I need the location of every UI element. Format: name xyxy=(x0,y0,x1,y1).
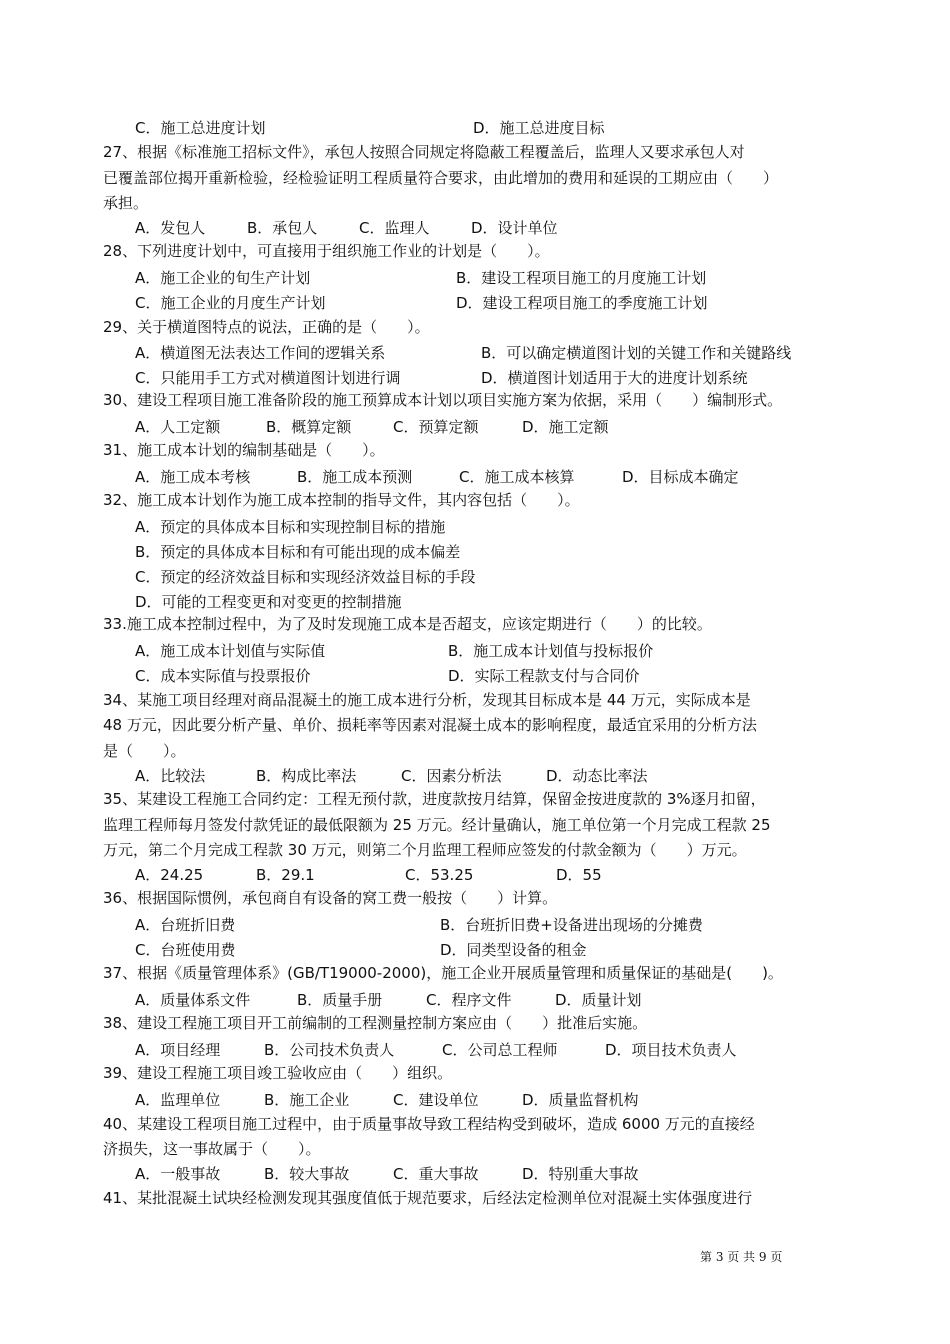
question-text-line: 37、根据《质量管理体系》(GB/T19000-2000)，施工企业开展质量管理和质量保证的基础是( )。 xyxy=(103,964,783,982)
answer-option: C．重大事故 xyxy=(393,1165,479,1183)
question-text-line: 34、某施工项目经理对商品混凝土的施工成本进行分析，发现其目标成本是 44 万元，实际成本是 xyxy=(103,691,751,709)
answer-option: D．实际工程款支付与合同价 xyxy=(448,667,640,685)
answer-option: A．项目经理 xyxy=(135,1041,221,1059)
question-text-line: 48 万元，因此要分析产量、单价、损耗率等因素对混凝土成本的影响程度，最适宜采用的分析方法 xyxy=(103,716,757,734)
answer-option: B．可以确定横道图计划的关键工作和关键路线 xyxy=(481,344,792,362)
question-text-line: 济损失，这一事故属于（ ）。 xyxy=(103,1140,321,1158)
question-text-line: 32、施工成本计划作为施工成本控制的指导文件，其内容包括（ ）。 xyxy=(103,491,580,509)
question-text-line: 36、根据国际惯例，承包商自有设备的窝工费一般按（ ）计算。 xyxy=(103,889,558,907)
answer-option: D．项目技术负责人 xyxy=(605,1041,737,1059)
answer-option: D．施工定额 xyxy=(522,418,609,436)
answer-option: D．同类型设备的租金 xyxy=(440,941,587,959)
question-text-line: 监理工程师每月签发付款凭证的最低限额为 25 万元。经计量确认，施工单位第一个月完成工程款 25 xyxy=(103,816,771,834)
answer-option: A．质量体系文件 xyxy=(135,991,251,1009)
question-text-line: 31、施工成本计划的编制基础是（ ）。 xyxy=(103,441,385,459)
answer-option: B．施工成本预测 xyxy=(297,468,413,486)
question-text-line: 40、某建设工程项目施工过程中，由于质量事故导致工程结构受到破坏，造成 6000 万元的直接经 xyxy=(103,1115,755,1133)
answer-option: D．质量监督机构 xyxy=(522,1091,639,1109)
question-text-line: 29、关于横道图特点的说法，正确的是（ ）。 xyxy=(103,318,430,336)
answer-option: C．成本实际值与投票报价 xyxy=(135,667,311,685)
answer-option: C．公司总工程师 xyxy=(442,1041,558,1059)
answer-option: A．施工成本考核 xyxy=(135,468,251,486)
answer-option: B．29.1 xyxy=(256,866,315,884)
page-number-footer: 第 3 页 共 9 页 xyxy=(700,1250,783,1264)
answer-option: C．因素分析法 xyxy=(401,767,502,785)
answer-option: C．施工企业的月度生产计划 xyxy=(135,294,326,312)
question-text-line: 承担。 xyxy=(103,194,149,212)
answer-option: D．55 xyxy=(556,866,602,884)
answer-option: A．横道图无法表达工作间的逻辑关系 xyxy=(135,344,386,362)
answer-option: D．可能的工程变更和对变更的控制措施 xyxy=(135,593,402,611)
answer-option: C．程序文件 xyxy=(426,991,512,1009)
answer-option: B．构成比率法 xyxy=(256,767,357,785)
question-text-line: 35、某建设工程施工合同约定：工程无预付款，进度款按月结算，保留金按进度款的 3%逐月扣留， xyxy=(103,790,766,808)
answer-option: C．施工成本核算 xyxy=(459,468,575,486)
answer-option: A．施工成本计划值与实际值 xyxy=(135,642,326,660)
answer-option: A．监理单位 xyxy=(135,1091,221,1109)
question-text-line: 27、根据《标准施工招标文件》，承包人按照合同规定将隐蔽工程覆盖后，监理人又要求承包人对 xyxy=(103,143,745,161)
answer-option: A．24.25 xyxy=(135,866,204,884)
answer-option: B．施工企业 xyxy=(264,1091,350,1109)
answer-option: D．动态比率法 xyxy=(546,767,648,785)
answer-option: C．只能用手工方式对横道图计划进行调 xyxy=(135,369,401,387)
answer-option: B．台班折旧费+设备进出现场的分摊费 xyxy=(440,916,703,934)
question-text-line: 33.施工成本控制过程中，为了及时发现施工成本是否超支，应该定期进行（ ）的比较。 xyxy=(103,615,712,633)
answer-option: A．一般事故 xyxy=(135,1165,221,1183)
answer-option: B．概算定额 xyxy=(266,418,352,436)
question-text-line: 38、建设工程施工项目开工前编制的工程测量控制方案应由（ ）批准后实施。 xyxy=(103,1014,648,1032)
answer-option: B．预定的具体成本目标和有可能出现的成本偏差 xyxy=(135,543,461,561)
answer-option: B．公司技术负责人 xyxy=(264,1041,395,1059)
question-text-line: 万元，第二个月完成工程款 30 万元，则第二个月监理工程师应签发的付款金额为（ ）万元。 xyxy=(103,841,747,859)
answer-option: C．53.25 xyxy=(405,866,474,884)
answer-option: C．监理人 xyxy=(359,219,430,237)
answer-option: C．预算定额 xyxy=(393,418,479,436)
question-text-line: 已覆盖部位揭开重新检验，经检验证明工程质量符合要求，由此增加的费用和延误的工期应由（ ） xyxy=(103,169,779,187)
answer-option: A．发包人 xyxy=(135,219,206,237)
answer-option: A．施工企业的旬生产计划 xyxy=(135,269,311,287)
answer-option: A．比较法 xyxy=(135,767,206,785)
answer-option: B．施工成本计划值与投标报价 xyxy=(448,642,654,660)
answer-option: C．施工总进度计划 xyxy=(135,119,266,137)
question-text-line: 39、建设工程施工项目竣工验收应由（ ）组织。 xyxy=(103,1064,453,1082)
answer-option: B．建设工程项目施工的月度施工计划 xyxy=(456,269,707,287)
question-text-line: 30、建设工程项目施工准备阶段的施工预算成本计划以项目实施方案为依据，采用（ ）编制形式。 xyxy=(103,391,783,409)
answer-option: D．特别重大事故 xyxy=(522,1165,639,1183)
answer-option: D．目标成本确定 xyxy=(622,468,739,486)
answer-option: A．人工定额 xyxy=(135,418,221,436)
question-text-line: 28、下列进度计划中，可直接用于组织施工作业的计划是（ ）。 xyxy=(103,242,550,260)
answer-option: C．建设单位 xyxy=(393,1091,479,1109)
answer-option: D．横道图计划适用于大的进度计划系统 xyxy=(481,369,748,387)
answer-option: A．预定的具体成本目标和实现控制目标的措施 xyxy=(135,518,446,536)
answer-option: C．预定的经济效益目标和实现经济效益目标的手段 xyxy=(135,568,476,586)
answer-option: B．承包人 xyxy=(247,219,318,237)
question-text-line: 是（ ）。 xyxy=(103,742,186,760)
answer-option: B．质量手册 xyxy=(297,991,383,1009)
answer-option: D．设计单位 xyxy=(471,219,558,237)
answer-option: B．较大事故 xyxy=(264,1165,350,1183)
answer-option: A．台班折旧费 xyxy=(135,916,236,934)
answer-option: D．质量计划 xyxy=(555,991,642,1009)
answer-option: D．建设工程项目施工的季度施工计划 xyxy=(456,294,708,312)
answer-option: C．台班使用费 xyxy=(135,941,236,959)
question-text-line: 41、某批混凝土试块经检测发现其强度值低于规范要求，后经法定检测单位对混凝土实体强度进行 xyxy=(103,1189,753,1207)
answer-option: D．施工总进度目标 xyxy=(473,119,605,137)
